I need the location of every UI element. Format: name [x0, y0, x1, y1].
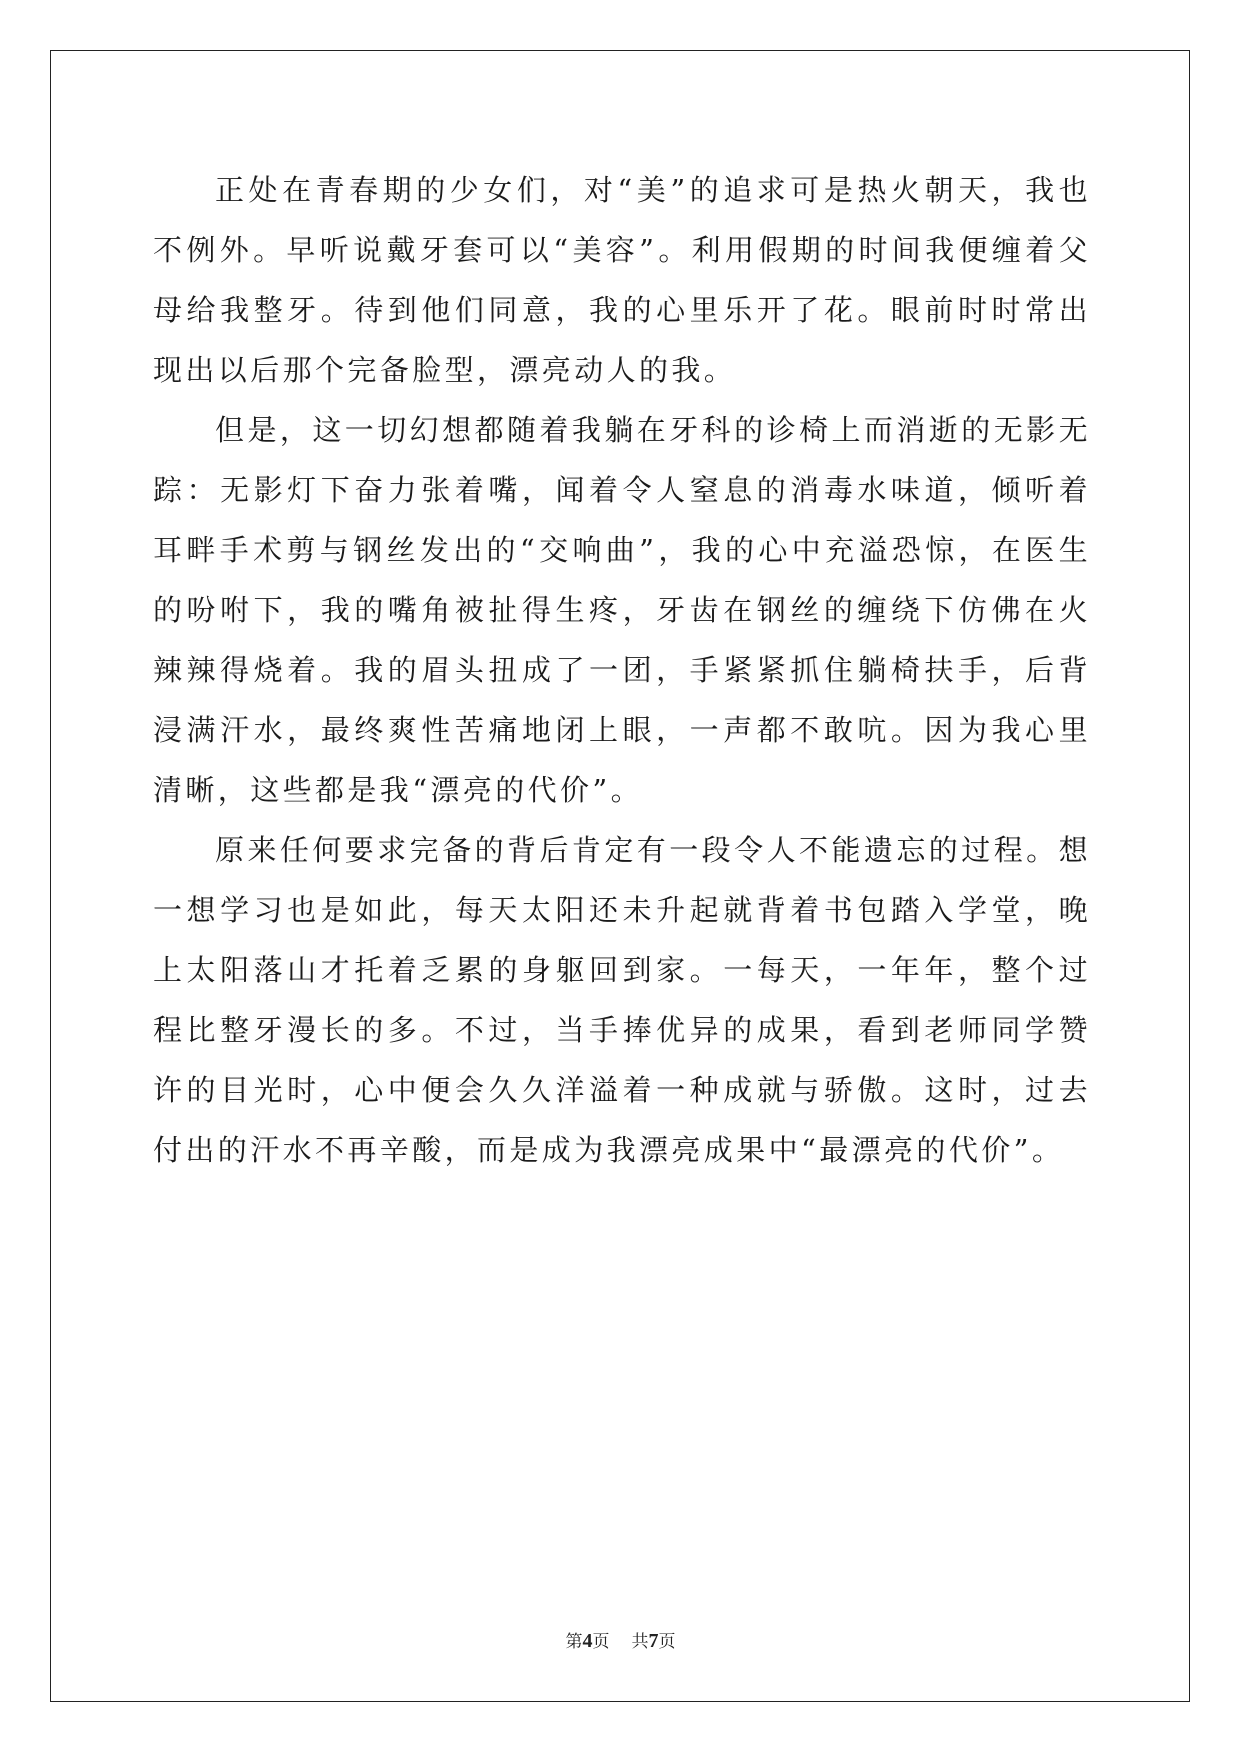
total-suffix: 页 [658, 1632, 676, 1652]
paragraph-1: 正处在青春期的少女们，对“美”的追求可是热火朝天，我也不例外。早听说戴牙套可以“美容”。利用假期的时间我便缠着父母给我整牙。待到他们同意，我的心里乐开了花。眼前时时常出现出以后那个完备脸型，漂亮动人的我。 [153, 173, 1091, 387]
page-current-number: 4 [582, 1630, 593, 1652]
paragraph-2: 但是，这一切幻想都随着我躺在牙科的诊椅上而消逝的无影无踪：无影灯下奋力张着嘴，闻着令人窒息的消毒水味道，倾听着耳畔手术剪与钢丝发出的“交响曲”，我的心中充溢恐惊，在医生的吩咐下，我的嘴角被扯得生疼，牙齿在钢丝的缠绕下仿佛在火辣辣得烧着。我的眉头扭成了一团，手紧紧抓住躺椅扶手，后背浸满汗水，最终爽性苦痛地闭上眼，一声都不敢吭。因为我心里清晰，这些都是我“漂亮的代价”。 [153, 413, 1091, 807]
page-footer [0, 1627, 1241, 1653]
page-prefix: 第 [565, 1632, 583, 1652]
total-prefix: 共 [631, 1632, 649, 1652]
page-suffix: 页 [592, 1632, 610, 1652]
paragraph-3: 原来任何要求完备的背后肯定有一段令人不能遗忘的过程。想一想学习也是如此，每天太阳还未升起就背着书包踏入学堂，晚上太阳落山才托着乏累的身躯回到家。一每天，一年年，整个过程比整牙漫长的多。不过，当手捧优异的成果，看到老师同学赞许的目光时，心中便会久久洋溢着一种成就与骄傲。这时，过去付出的汗水不再辛酸，而是成为我漂亮成果中“最漂亮的代价”。 [153, 833, 1091, 1167]
document-body [153, 160, 1091, 1180]
page-total-number: 7 [648, 1630, 659, 1652]
